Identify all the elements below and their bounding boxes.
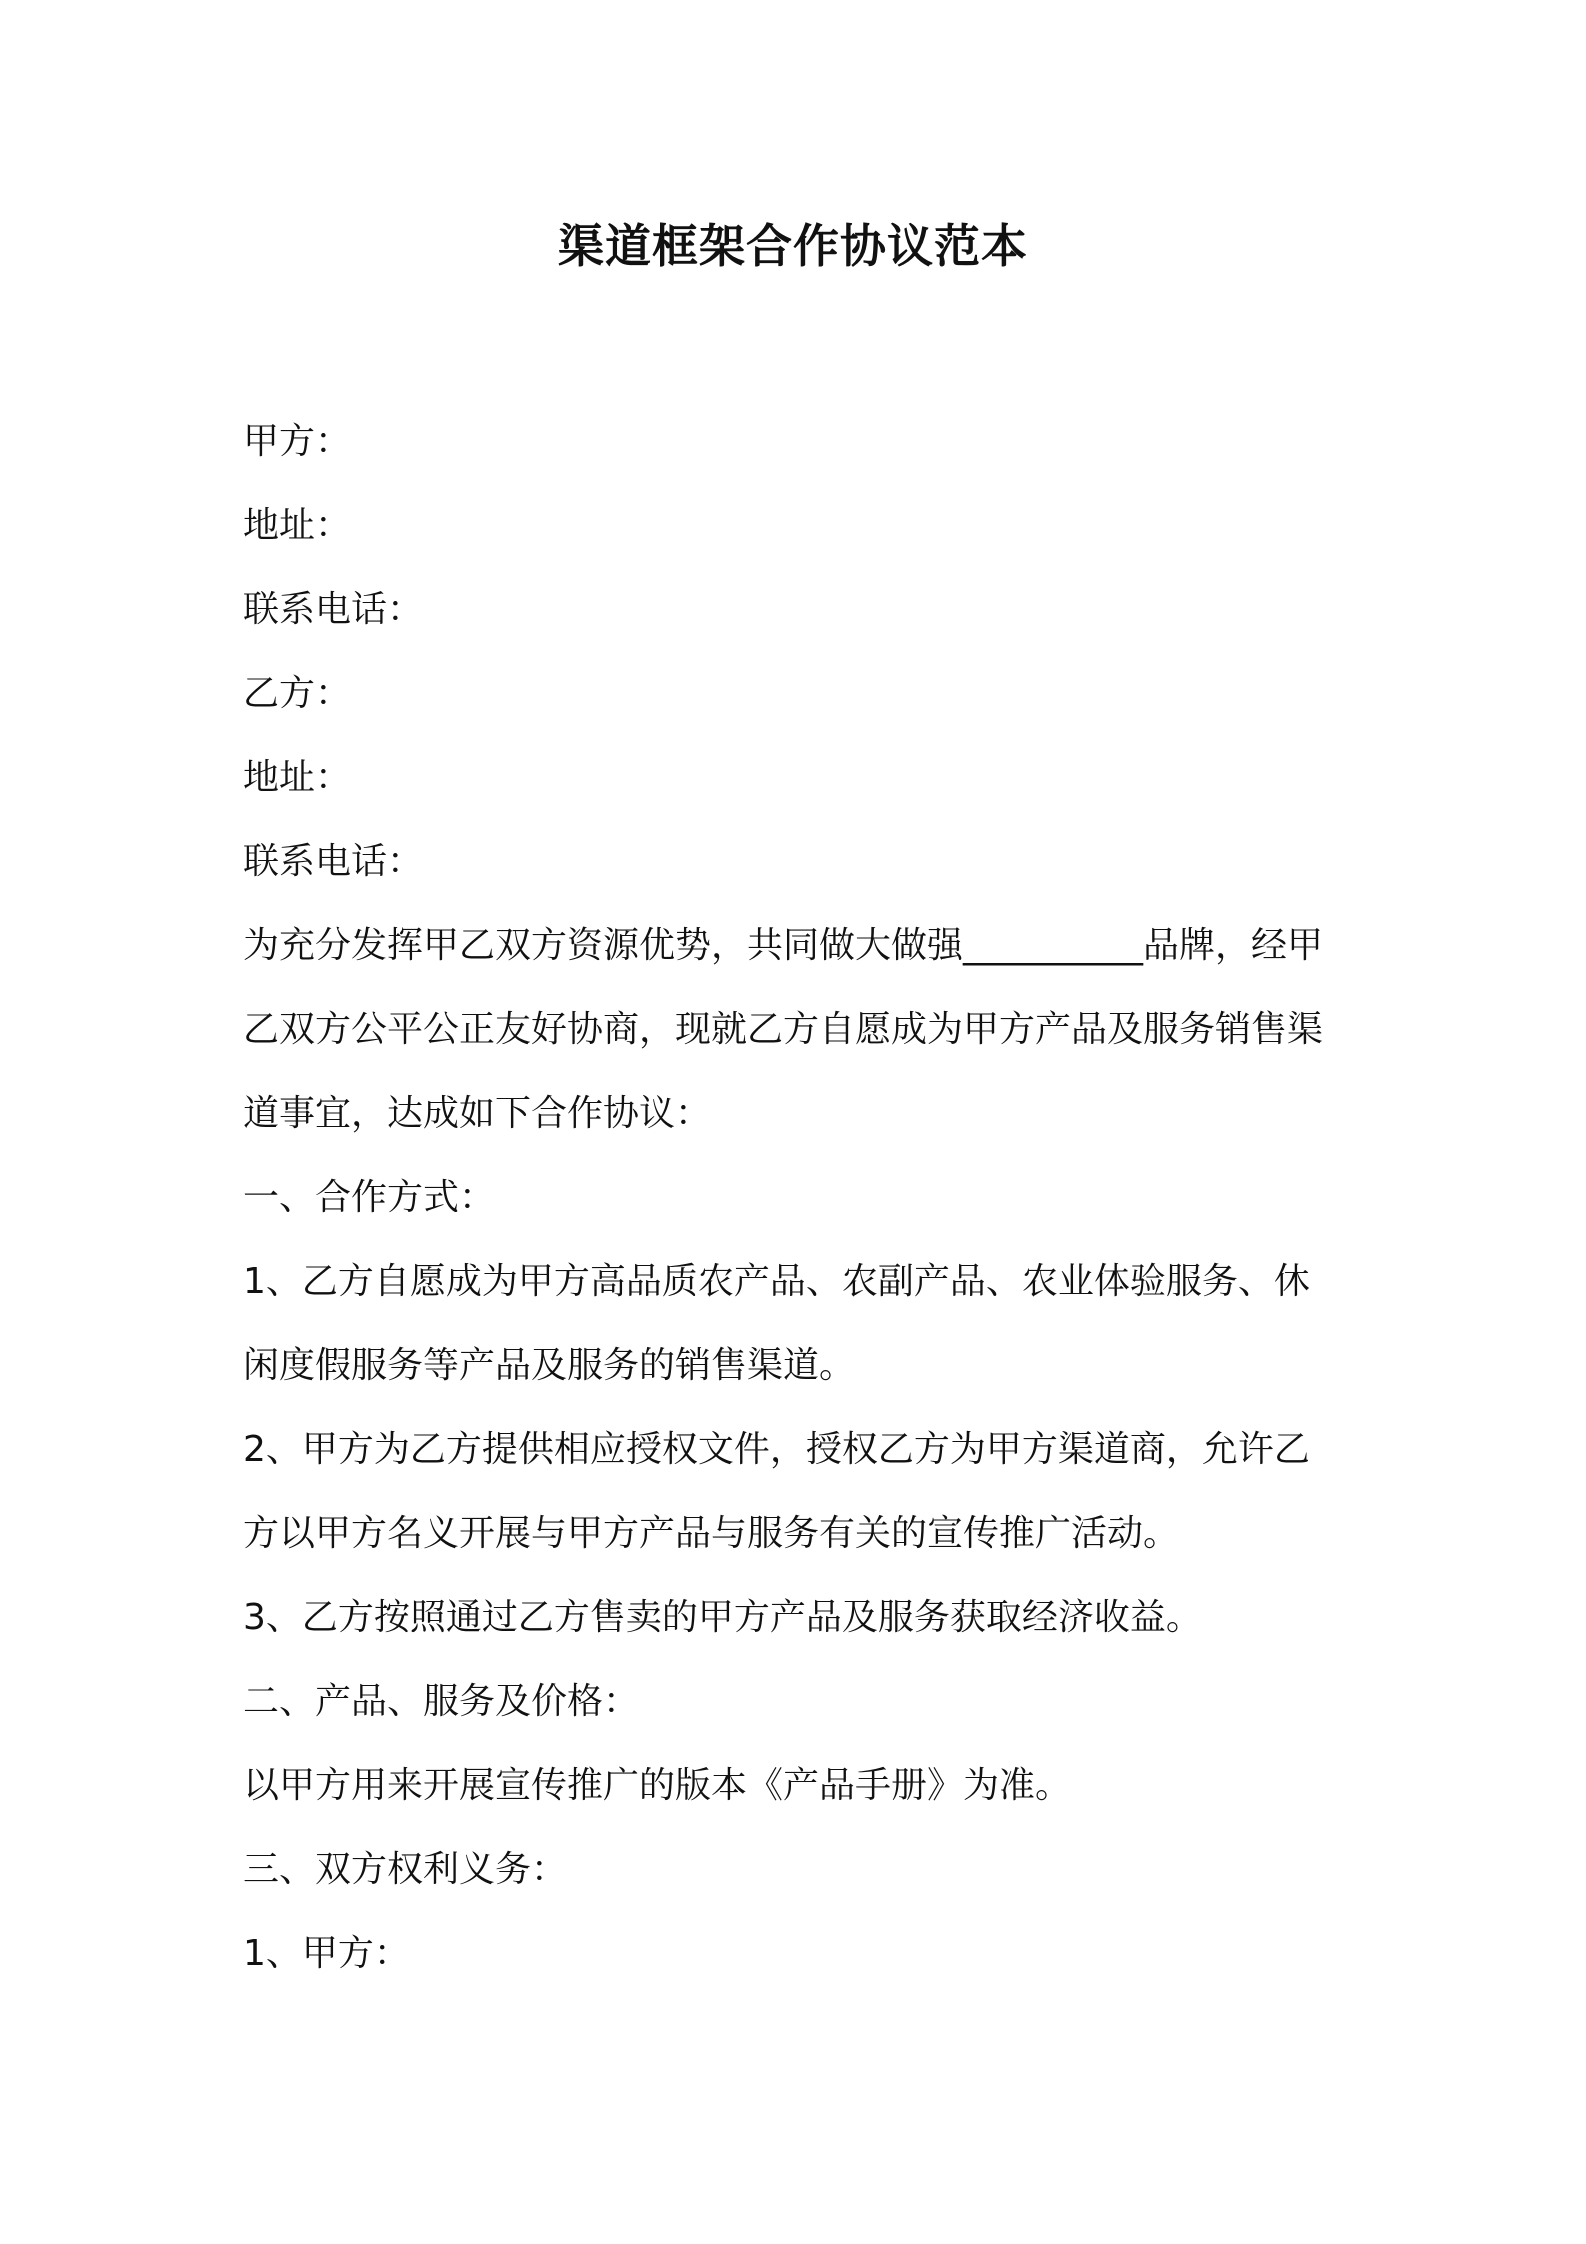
party-b-phone-label: 联系电话： (243, 841, 424, 882)
document-body (243, 400, 1363, 1996)
preamble-line-2: 乙双方公平公正友好协商，现就乙方自愿成为甲方产品及服务销售渠 (243, 1009, 1324, 1050)
clause-1-line-1: 1、乙方自愿成为甲方高品质农产品、农副产品、农业体验服务、休 (243, 1261, 1310, 1302)
preamble-line-3: 道事宜，达成如下合作协议： (243, 1093, 712, 1134)
clause-2-line-2: 方以甲方名义开展与甲方产品与服务有关的宣传推广活动。 (243, 1513, 1180, 1554)
document-title: 渠道框架合作协议范本 (558, 219, 1028, 273)
party-b-address-label: 地址： (243, 757, 352, 798)
party-b-label: 乙方： (243, 673, 352, 714)
preamble-line-1: 为充分发挥甲乙双方资源优势，共同做大做强__________品牌，经甲 (243, 925, 1324, 966)
products-text: 以甲方用来开展宣传推广的版本《产品手册》为准。 (243, 1765, 1072, 1806)
clause-2-line-1: 2、甲方为乙方提供相应授权文件，授权乙方为甲方渠道商，允许乙 (243, 1429, 1310, 1470)
rights-party-a-label: 1、甲方： (243, 1933, 410, 1974)
party-a-address-label: 地址： (243, 505, 352, 546)
section-heading-rights: 三、双方权利义务： (243, 1849, 568, 1890)
party-a-label: 甲方： (243, 421, 352, 462)
section-heading-cooperation: 一、合作方式： (243, 1177, 496, 1218)
section-heading-products: 二、产品、服务及价格： (243, 1681, 640, 1722)
clause-3-line-1: 3、乙方按照通过乙方售卖的甲方产品及服务获取经济收益。 (243, 1597, 1202, 1638)
clause-1-line-2: 闲度假服务等产品及服务的销售渠道。 (243, 1345, 856, 1386)
party-a-phone-label: 联系电话： (243, 589, 424, 630)
